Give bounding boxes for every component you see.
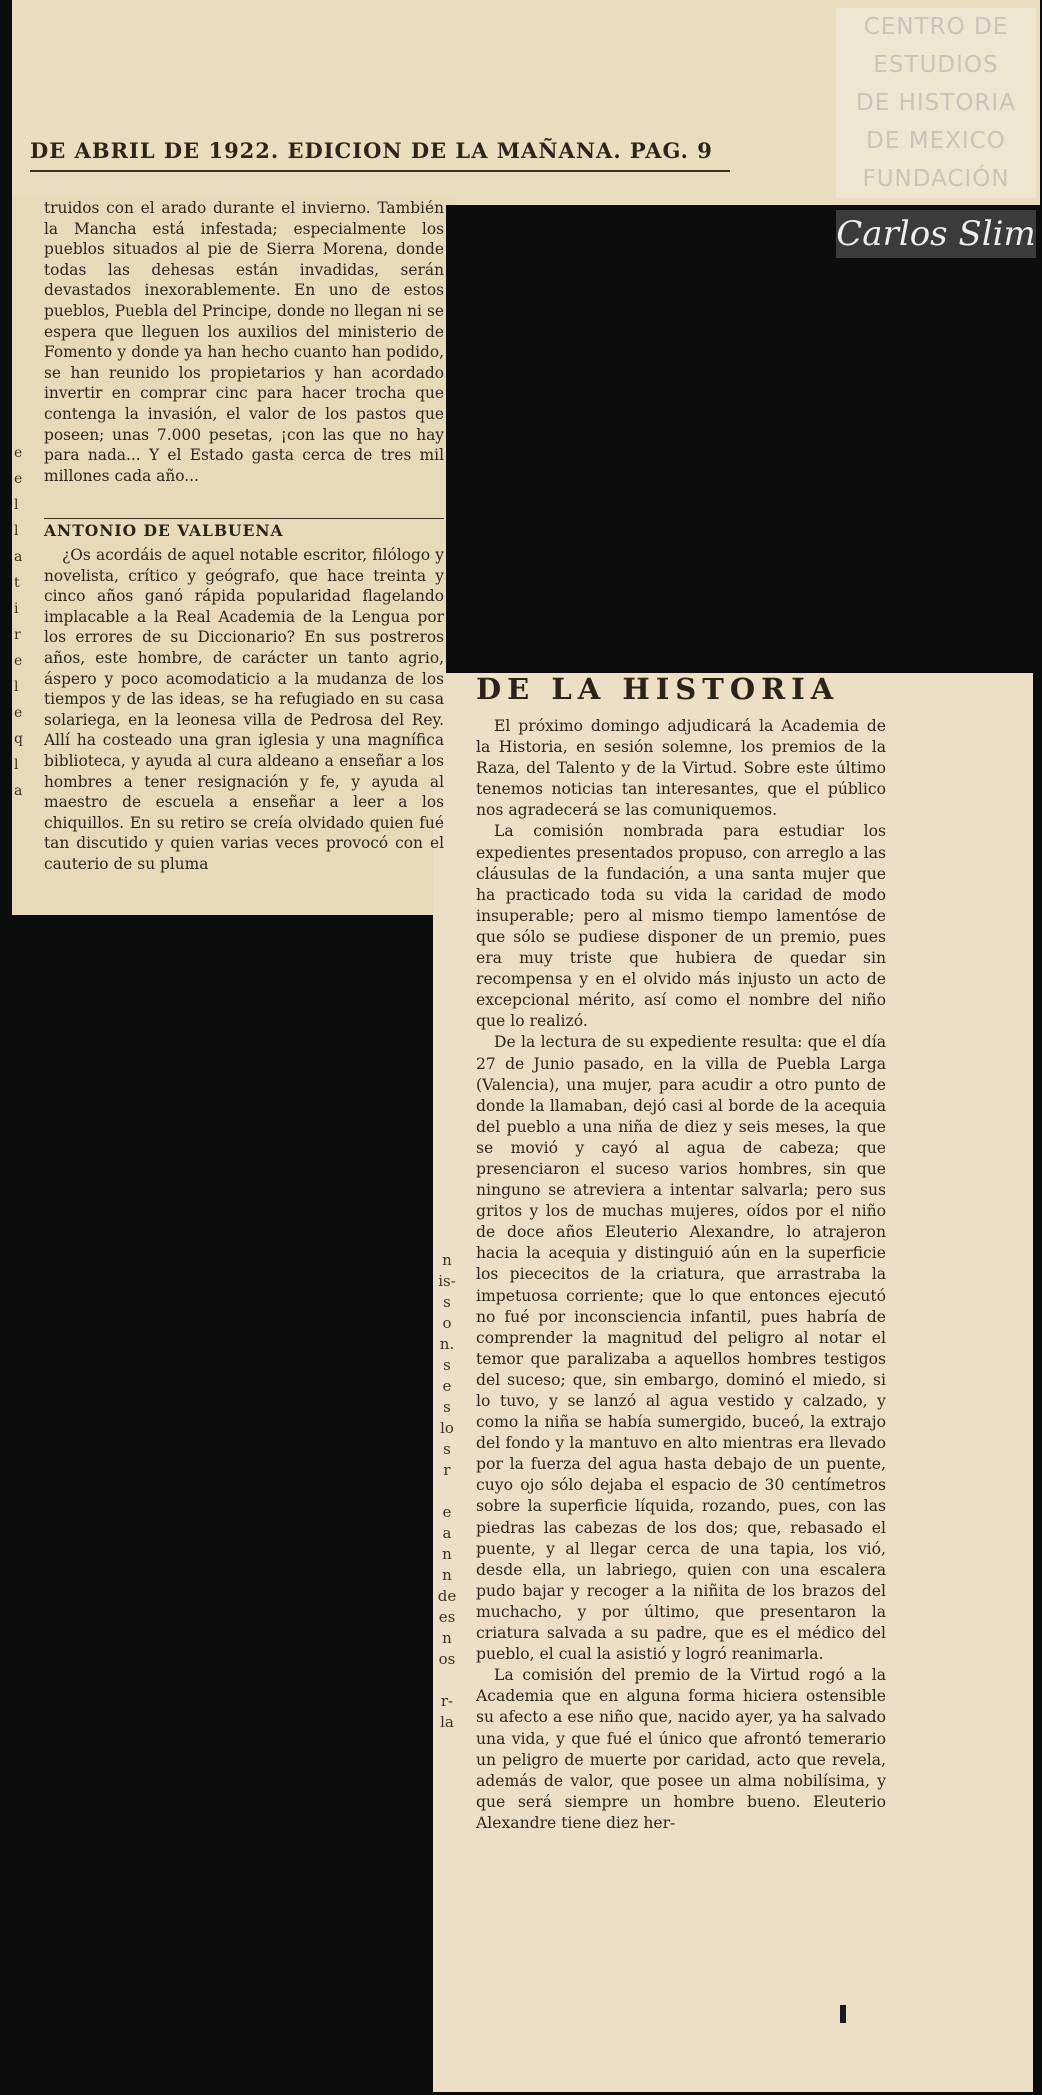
stamp-line: DE HISTORIA [856, 90, 1016, 116]
right-paragraph: El próximo domingo adjudicará la Academia de la Historia, en sesión solemne, los premios de la Raza, del Talento y de la Virtud. Sobre este último tenemos noticias tan interesantes, que el público nos agradecerá se las comuniquemos. [476, 717, 886, 820]
ink-mark [840, 2005, 846, 2023]
stamp-line: CENTRO DE [863, 14, 1009, 40]
left-article-text [44, 198, 444, 486]
header-rule [30, 170, 730, 172]
black-mask-top-right [446, 205, 1042, 673]
article-title: DE LA HISTORIA [476, 672, 840, 706]
stamp-line: ESTUDIOS [873, 52, 999, 78]
stamp-signature: Carlos Slim [836, 210, 1036, 258]
archive-stamp [836, 8, 1036, 198]
stamp-line: FUNDACIÓN [862, 166, 1010, 192]
left-article-text-2 [44, 545, 444, 875]
right-paragraph: La comisión nombrada para estudiar los expedientes presentados propuso, con arreglo a las cláusulas de la fundación, a una santa mujer que ha practicado toda su vida la caridad de modo insuperable; pero al mismo tiempo lamentóse de que sólo se pudiese disponer de un premio, pues era muy triste que hubiera de quedar sin recompensa y en el olvido más injusto un acto de excepcional mérito, así como el nombre del niño que lo realizó. [476, 822, 886, 1031]
edge-fragment: e e l l a t i r e l e q l a [14, 445, 23, 799]
page-header: DE ABRIL DE 1922. EDICION DE LA MAÑANA. PAG. 9 [30, 138, 713, 163]
left-paragraph: truidos con el arado durante el invierno. También la Mancha está infestada; especialmente los pueblos situados al pie de Sierra Morena, donde todas las dehesas están invadidas, serán devastados inexorablemente. En uno de estos pueblos, Puebla del Principe, donde no llegan ni se espera que lleguen los auxilios del ministerio de Fomento y donde ya han hecho cuanto han podido, se han reunido los propietarios y han acordado invertir en comprar cinc para hacer trocha que contenga la invasión, el valor de los pastos que poseen; unas 7.000 pesetas, ¡con las que no hay para nada... Y el Estado gasta cerca de tres mil millones cada año... [44, 199, 444, 485]
right-paragraph: De la lectura de su expediente resulta: que el día 27 de Junio pasado, en la villa de Puebla Larga (Valencia), una mujer, para acudir a otro punto de donde la llamaban, dejó casi al borde de la acequia del pueblo a una niña de diez y seis meses, la que se movió y cayó al agua de cabeza; que presenciaron el suceso varios hombres, sin que ninguno se atreviera a intentar salvarla; pero sus gritos y los de muchas mujeres, oídos por el niño de doce años Eleuterio Alexandre, lo atrajeron hacia la acequia y distinguió aún en la superficie los piececitos de la criatura, que arrastraba la impetuosa corriente; que lo que entonces ejecutó no fué por inconsciencia infantil, pues habría de comprender la magnitud del peligro al notar el temor que paralizaba a aquellos hombres testigos del suceso; que, sin embargo, dominó el miedo, si lo tuvo, y se lanzó al agua vestido y calzado, y como la niña se había sumergido, buceó, la extrajo del fondo y la mantuvo en alto mientras era llevado por la fuerza del agua hasta debajo de un puente, cuyo ojo sólo dejaba el espacio de 30 centímetros sobre la superficie líquida, rozando, pues, con las piedras las cabezas de los dos; que, rebasado el puente, y al llegar cerca de una tapia, los vió, desde ella, un labriego, quien con una escalera pudo bajar y recoger a la niñita de los brazos del muchacho, y por último, que presentaron la criatura salvada a su padre, que es el médico del pueblo, el cual la asistió y logró reanimarla. [476, 1033, 886, 1664]
left-paragraph: ¿Os acordáis de aquel notable escritor, filólogo y novelista, crítico y geógrafo, que hace treinta y cinco años ganó rápida popularidad flagelando implacable a la Real Academia de la Lengua por los errores de su Diccionario? En sus postreros años, este hombre, de carácter un tanto agrio, áspero y poco acomodaticio a la mudanza de los tiempos y de las ideas, se ha refugiado en su casa solariega, en la leonesa villa de Pedrosa del Rey. Allí ha costeado una gran iglesia y una magnífica biblioteca, y ayuda al cura aldeano a enseñar a los hombres a tener resignación y fe, y ayuda al maestro de escuela a enseñar a leer a los chiquillos. En su retiro se creía olvidado quien fué tan discutido y quien varias veces provocó con el cauterio de su pluma [44, 546, 444, 873]
right-article-text [476, 716, 886, 1834]
stamp-line: DE MEXICO [866, 128, 1006, 154]
gutter-fragment: n is- s o n. s e s lo s r e a n n de es n os r- la [437, 1251, 457, 1731]
left-section-heading: ANTONIO DE VALBUENA [44, 518, 444, 540]
right-paragraph: La comisión del premio de la Virtud rogó a la Academia que en alguna forma hiciera ostensible su afecto a ese niño que, nacido ayer, ya ha salvado una vida, y que fué el único que afrontó temerario un peligro de muerte por caridad, acto que revela, además de valor, que posee un alma nobilísima, y que será siempre un hombre bueno. Eleuterio Alexandre tiene diez her- [476, 1666, 886, 1832]
black-mask-bottom-left [12, 915, 432, 2095]
